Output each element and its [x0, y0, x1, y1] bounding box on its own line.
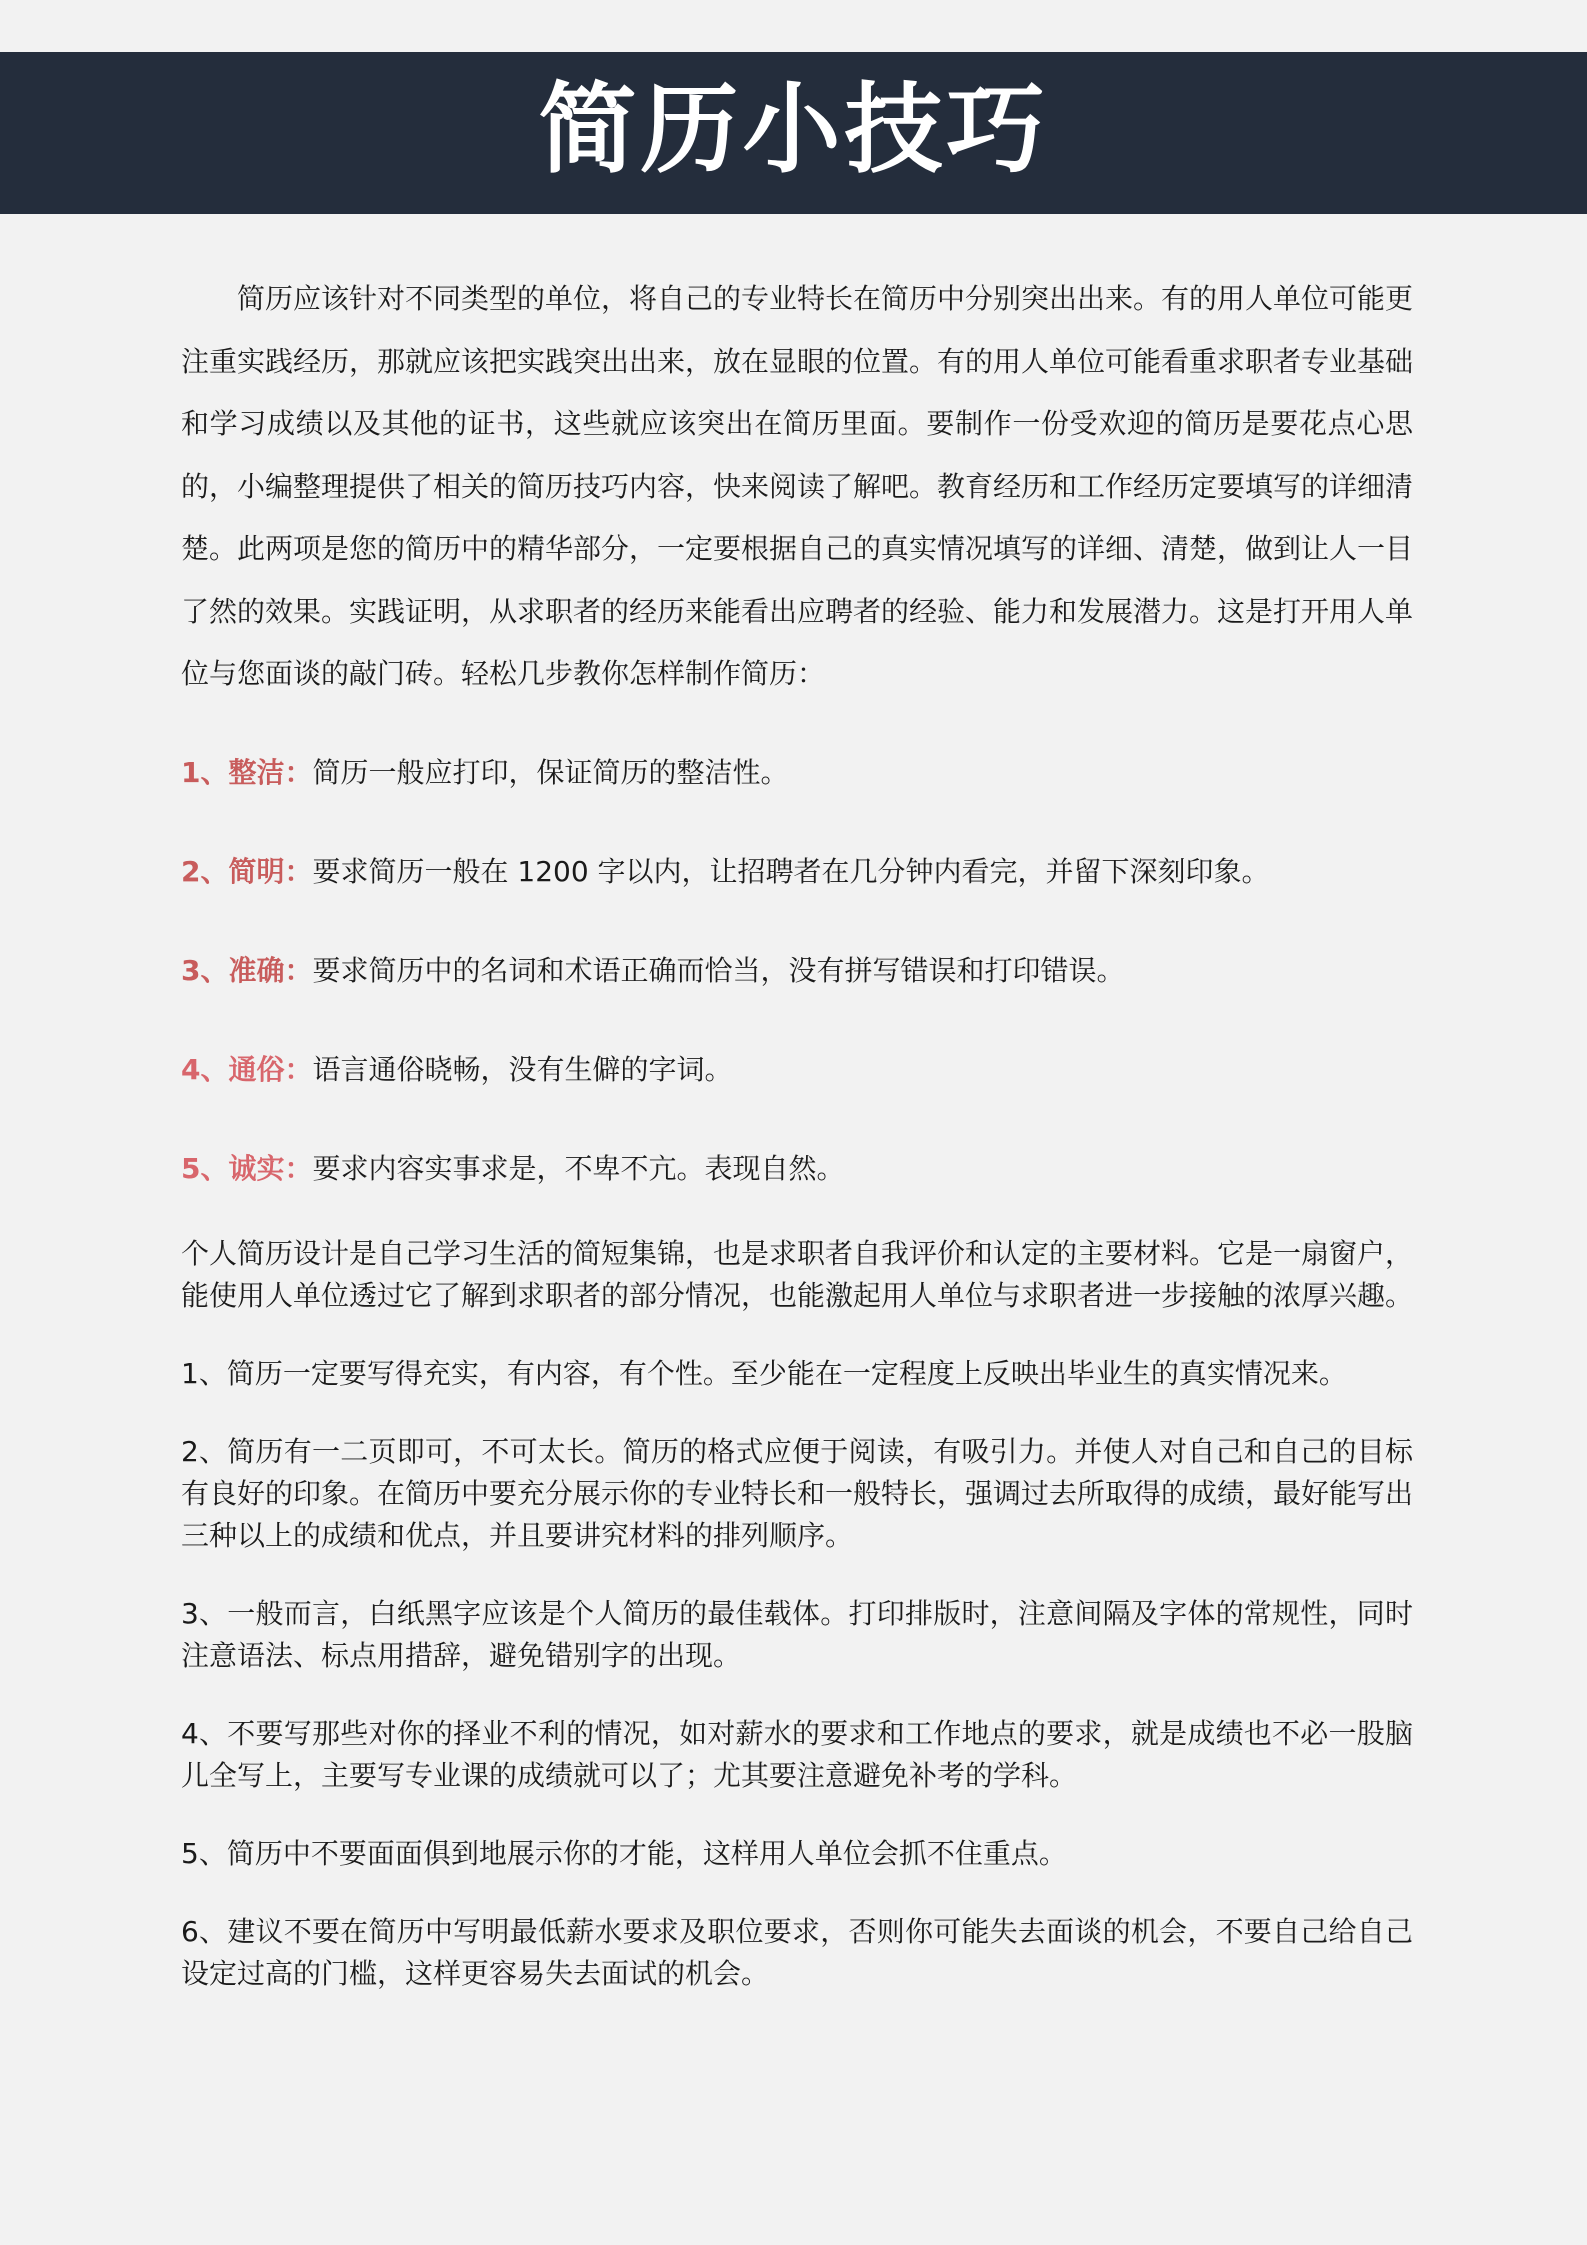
- tip-key: 5、诚实：: [181, 1151, 313, 1185]
- tip-text: 语言通俗晓畅，没有生僻的字词。: [312, 1052, 733, 1086]
- tip-item: [181, 753, 1413, 793]
- tip-key: 1、整洁：: [181, 755, 313, 789]
- intro-paragraph: 简历应该针对不同类型的单位，将自己的专业特长在简历中分别突出出来。有的用人单位可能更注重实践经历，那就应该把实践突出出来，放在显眼的位置。有的用人单位可能看重求职者专业基础和学习成绩以及其他的证书，这些就应该突出在简历里面。要制作一份受欢迎的简历是要花点心思的，小编整理提供了相关的简历技巧内容，快来阅读了解吧。教育经历和工作经历定要填写的详细清楚。此两项是您的简历中的精华部分，一定要根据自己的真实情况填写的详细、清楚，做到让人一目了然的效果。实践证明，从求职者的经历来能看出应聘者的经验、能力和发展潜力。这是打开用人单位与您面谈的敲门砖。轻松几步教你怎样制作简历：: [181, 282, 1414, 690]
- point-paragraph: 1、简历一定要写得充实，有内容，有个性。至少能在一定程度上反映出毕业生的真实情况来。: [181, 1356, 1347, 1390]
- tip-text: 要求简历中的名词和术语正确而恰当，没有拼写错误和打印错误。: [312, 953, 1125, 987]
- point-paragraph: 4、不要写那些对你的择业不利的情况，如对薪水的要求和工作地点的要求，就是成绩也不必一股脑儿全写上，主要写专业课的成绩就可以了；尤其要注意避免补考的学科。: [181, 1716, 1413, 1792]
- tip-key: 3、准确：: [181, 953, 313, 987]
- tip-text: 要求简历一般在 1200 字以内，让招聘者在几分钟内看完，并留下深刻印象。: [312, 854, 1270, 888]
- page-title: 简历小技巧: [538, 73, 1049, 187]
- article-body: [181, 268, 1413, 1995]
- tip-text: 要求内容实事求是，不卑不亢。表现自然。: [312, 1151, 845, 1185]
- point-paragraph: 6、建议不要在简历中写明最低薪水要求及职位要求，否则你可能失去面谈的机会，不要自己给自己设定过高的门槛，这样更容易失去面试的机会。: [181, 1914, 1413, 1990]
- header-banner: [0, 52, 1587, 214]
- tip-item: [181, 852, 1413, 892]
- tip-key: 4、通俗：: [181, 1052, 313, 1086]
- tip-item: [181, 951, 1413, 991]
- tip-item: [181, 1149, 1413, 1189]
- tip-item: [181, 1050, 1413, 1090]
- tips-list: [181, 753, 1413, 1189]
- tip-key: 2、简明：: [181, 854, 313, 888]
- summary-paragraph: 个人简历设计是自己学习生活的简短集锦，也是求职者自我评价和认定的主要材料。它是一扇窗户，能使用人单位透过它了解到求职者的部分情况，也能激起用人单位与求职者进一步接触的浓厚兴趣。: [181, 1236, 1414, 1312]
- point-paragraph: 5、简历中不要面面俱到地展示你的才能，这样用人单位会抓不住重点。: [181, 1836, 1067, 1870]
- point-paragraph: 2、简历有一二页即可，不可太长。简历的格式应便于阅读，有吸引力。并使人对自己和自己的目标有良好的印象。在简历中要充分展示你的专业特长和一般特长，强调过去所取得的成绩，最好能写出三种以上的成绩和优点，并且要讲究材料的排列顺序。: [181, 1434, 1414, 1552]
- tip-text: 简历一般应打印，保证简历的整洁性。: [312, 755, 789, 789]
- point-paragraph: 3、一般而言，白纸黑字应该是个人简历的最佳载体。打印排版时，注意间隔及字体的常规性，同时注意语法、标点用措辞，避免错别字的出现。: [181, 1596, 1413, 1672]
